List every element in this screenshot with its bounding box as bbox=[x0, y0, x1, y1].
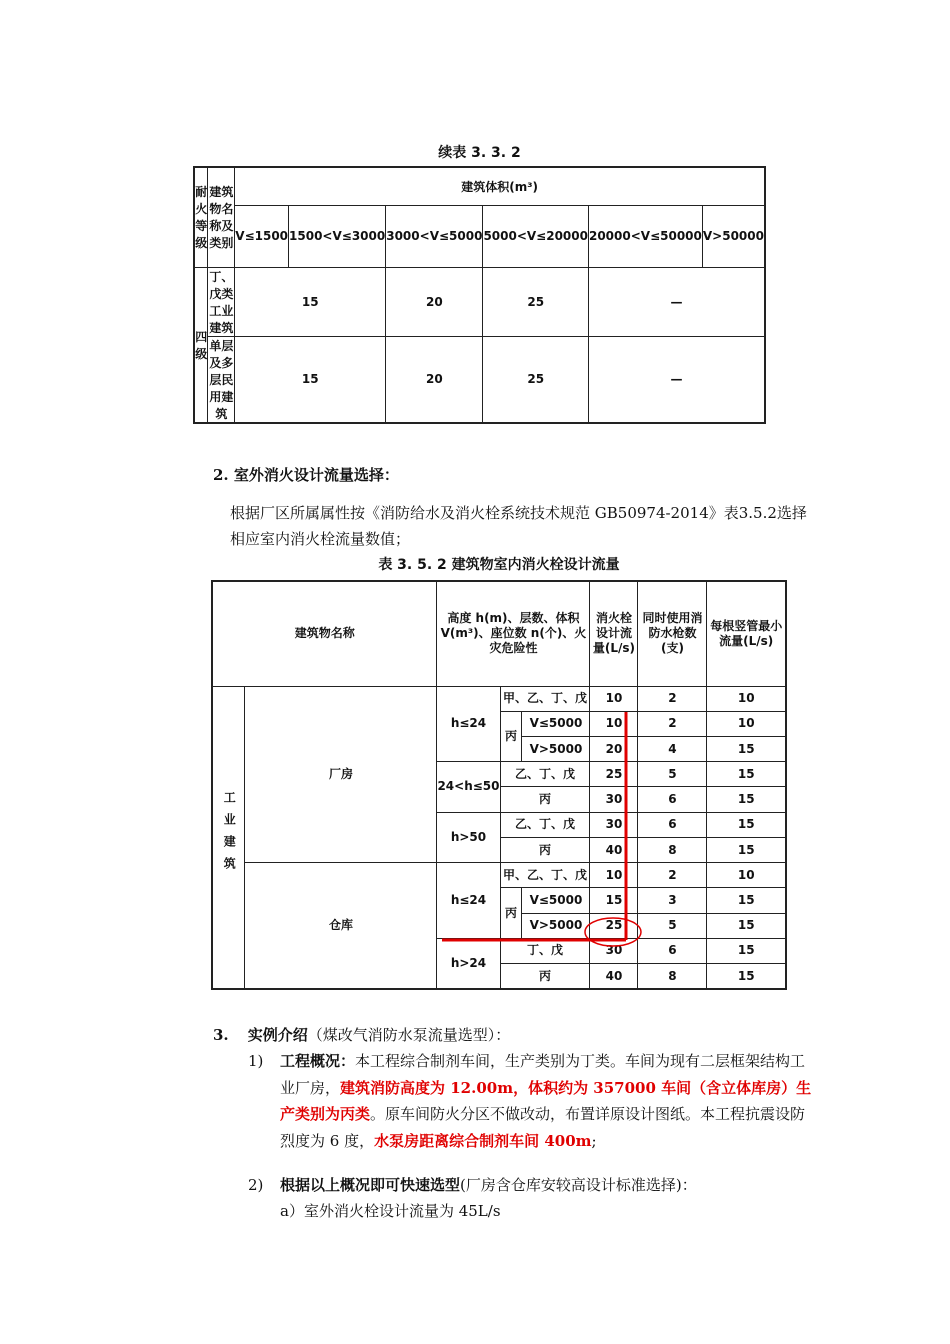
cell-flow: 40 bbox=[590, 837, 638, 862]
cat-warehouse: 仓库 bbox=[245, 863, 437, 989]
section3-heading: 3. 实例介绍（煤改气消防水泵流量选型）： bbox=[213, 1026, 511, 1044]
cell: — bbox=[588, 267, 765, 336]
th-flow: 消火栓设计流量(L/s) bbox=[590, 581, 638, 686]
cell: 15 bbox=[235, 336, 386, 423]
cell-flow: 30 bbox=[590, 787, 638, 812]
cond-class: 丁、戊 bbox=[500, 938, 590, 963]
cond-class: 乙、丁、戊 bbox=[500, 812, 590, 837]
vol-header: 5000<V≤20000 bbox=[483, 205, 589, 267]
cell-flow: 20 bbox=[590, 736, 638, 761]
cond-class: 甲、乙、丁、戊 bbox=[500, 863, 590, 888]
cond-volume: V>5000 bbox=[522, 913, 590, 938]
section2-heading: 2. 室外消火设计流量选择： bbox=[213, 466, 399, 484]
cond-volume: V≤5000 bbox=[522, 711, 590, 736]
cond-bing: 丙 bbox=[500, 888, 522, 938]
cond-volume: V≤5000 bbox=[522, 888, 590, 913]
cell-guns: 4 bbox=[638, 736, 707, 761]
cell-pipe: 15 bbox=[707, 888, 786, 913]
section2-para: 根据厂区所属属性按《消防给水及消火栓系统技术规范 GB50974-2014》表3.5.2选择相应室内消火栓流量数值； bbox=[230, 504, 807, 548]
col-volume: 建筑体积(m³) bbox=[235, 167, 765, 205]
th-pipe: 每根竖管最小流量(L/s) bbox=[707, 581, 786, 686]
cell-flow: 30 bbox=[590, 938, 638, 963]
cell-flow: 30 bbox=[590, 812, 638, 837]
row-name: 单层及多层民用建筑 bbox=[208, 336, 235, 423]
row-name: 丁、戊类工业建筑 bbox=[208, 267, 235, 336]
cell-guns: 6 bbox=[638, 938, 707, 963]
cell-flow: 25 bbox=[590, 913, 638, 938]
cell-pipe: 15 bbox=[707, 736, 786, 761]
vol-header: V≤1500 bbox=[235, 205, 289, 267]
item1-text: 工程概况：本工程综合制剂车间，生产类别为丁类。车间为现有二层框架结构工业厂房，建筑消防高度为 12.00m，体积约为 357000 车间（含立体库房）生产类别为丙类。原车间防火分区不做改动，布置详原设计图纸。本工程抗震设防烈度为 6 度，水泵房距离综合制剂车间 400m; bbox=[280, 1052, 812, 1150]
th-building-name: 建筑物名称 bbox=[212, 581, 437, 686]
th-guns: 同时使用消防水枪数(支) bbox=[638, 581, 707, 686]
cond-h24: h≤24 bbox=[437, 686, 500, 762]
cond-h24-50: 24<h≤50 bbox=[437, 762, 500, 812]
cond-class: 丙 bbox=[500, 964, 590, 989]
group-industrial: 工业建筑 bbox=[212, 686, 245, 989]
cell: 25 bbox=[483, 267, 589, 336]
col-building-name: 建筑物名称及类别 bbox=[208, 167, 235, 267]
annotation-circle bbox=[585, 918, 641, 946]
cell-guns: 8 bbox=[638, 964, 707, 989]
cell-pipe: 15 bbox=[707, 938, 786, 963]
cell-pipe: 10 bbox=[707, 863, 786, 888]
cell-pipe: 15 bbox=[707, 812, 786, 837]
vol-header: 3000<V≤5000 bbox=[386, 205, 483, 267]
cell: 25 bbox=[483, 336, 589, 423]
item2-text: 根据以上概况即可快速选型(厂房含仓库安较高设计标准选择)： bbox=[280, 1176, 697, 1194]
cond-h24: h≤24 bbox=[437, 863, 500, 939]
cell-pipe: 10 bbox=[707, 686, 786, 711]
th-condition: 高度 h(m)、层数、体积 V(m³)、座位数 n(个)、火灾危险性 bbox=[437, 581, 590, 686]
cell: 20 bbox=[386, 267, 483, 336]
cond-class: 乙、丁、戊 bbox=[500, 762, 590, 787]
cell-flow: 25 bbox=[590, 762, 638, 787]
item2-num: 2) bbox=[248, 1176, 264, 1194]
grade-cell: 四级 bbox=[194, 267, 208, 423]
vol-header: V>50000 bbox=[702, 205, 765, 267]
cell-pipe: 10 bbox=[707, 711, 786, 736]
cond-class: 甲、乙、丁、戊 bbox=[500, 686, 590, 711]
cell-guns: 5 bbox=[638, 913, 707, 938]
cell: — bbox=[588, 336, 765, 423]
cell-flow: 15 bbox=[590, 888, 638, 913]
cell-pipe: 15 bbox=[707, 762, 786, 787]
cond-h24b: h>24 bbox=[437, 938, 500, 989]
cond-volume: V>5000 bbox=[522, 736, 590, 761]
vol-header: 20000<V≤50000 bbox=[588, 205, 702, 267]
item1-num: 1) bbox=[248, 1052, 264, 1070]
cell-guns: 2 bbox=[638, 686, 707, 711]
cell-flow: 10 bbox=[590, 686, 638, 711]
cell-pipe: 15 bbox=[707, 837, 786, 862]
cell-guns: 6 bbox=[638, 787, 707, 812]
cell-flow: 10 bbox=[590, 711, 638, 736]
cell: 20 bbox=[386, 336, 483, 423]
col-fire-grade: 耐火等级 bbox=[194, 167, 208, 267]
cell-flow: 10 bbox=[590, 863, 638, 888]
cell-pipe: 15 bbox=[707, 787, 786, 812]
table1-caption: 续表 3. 3. 2 bbox=[438, 145, 521, 161]
cond-class: 丙 bbox=[500, 787, 590, 812]
cell-flow: 40 bbox=[590, 964, 638, 989]
item2-a: a）室外消火栓设计流量为 45L/s bbox=[280, 1202, 501, 1220]
cell-pipe: 15 bbox=[707, 913, 786, 938]
cond-h50: h>50 bbox=[437, 812, 500, 862]
cell: 15 bbox=[235, 267, 386, 336]
cond-bing: 丙 bbox=[500, 711, 522, 761]
cell-guns: 5 bbox=[638, 762, 707, 787]
cell-guns: 2 bbox=[638, 711, 707, 736]
cell-guns: 6 bbox=[638, 812, 707, 837]
vol-header: 1500<V≤3000 bbox=[289, 205, 386, 267]
cell-guns: 2 bbox=[638, 863, 707, 888]
table2-caption: 表 3. 5. 2 建筑物室内消火栓设计流量 bbox=[378, 557, 620, 573]
cell-pipe: 15 bbox=[707, 964, 786, 989]
cell-guns: 8 bbox=[638, 837, 707, 862]
cell-guns: 3 bbox=[638, 888, 707, 913]
cat-factory: 厂房 bbox=[245, 686, 437, 863]
cond-class: 丙 bbox=[500, 837, 590, 862]
